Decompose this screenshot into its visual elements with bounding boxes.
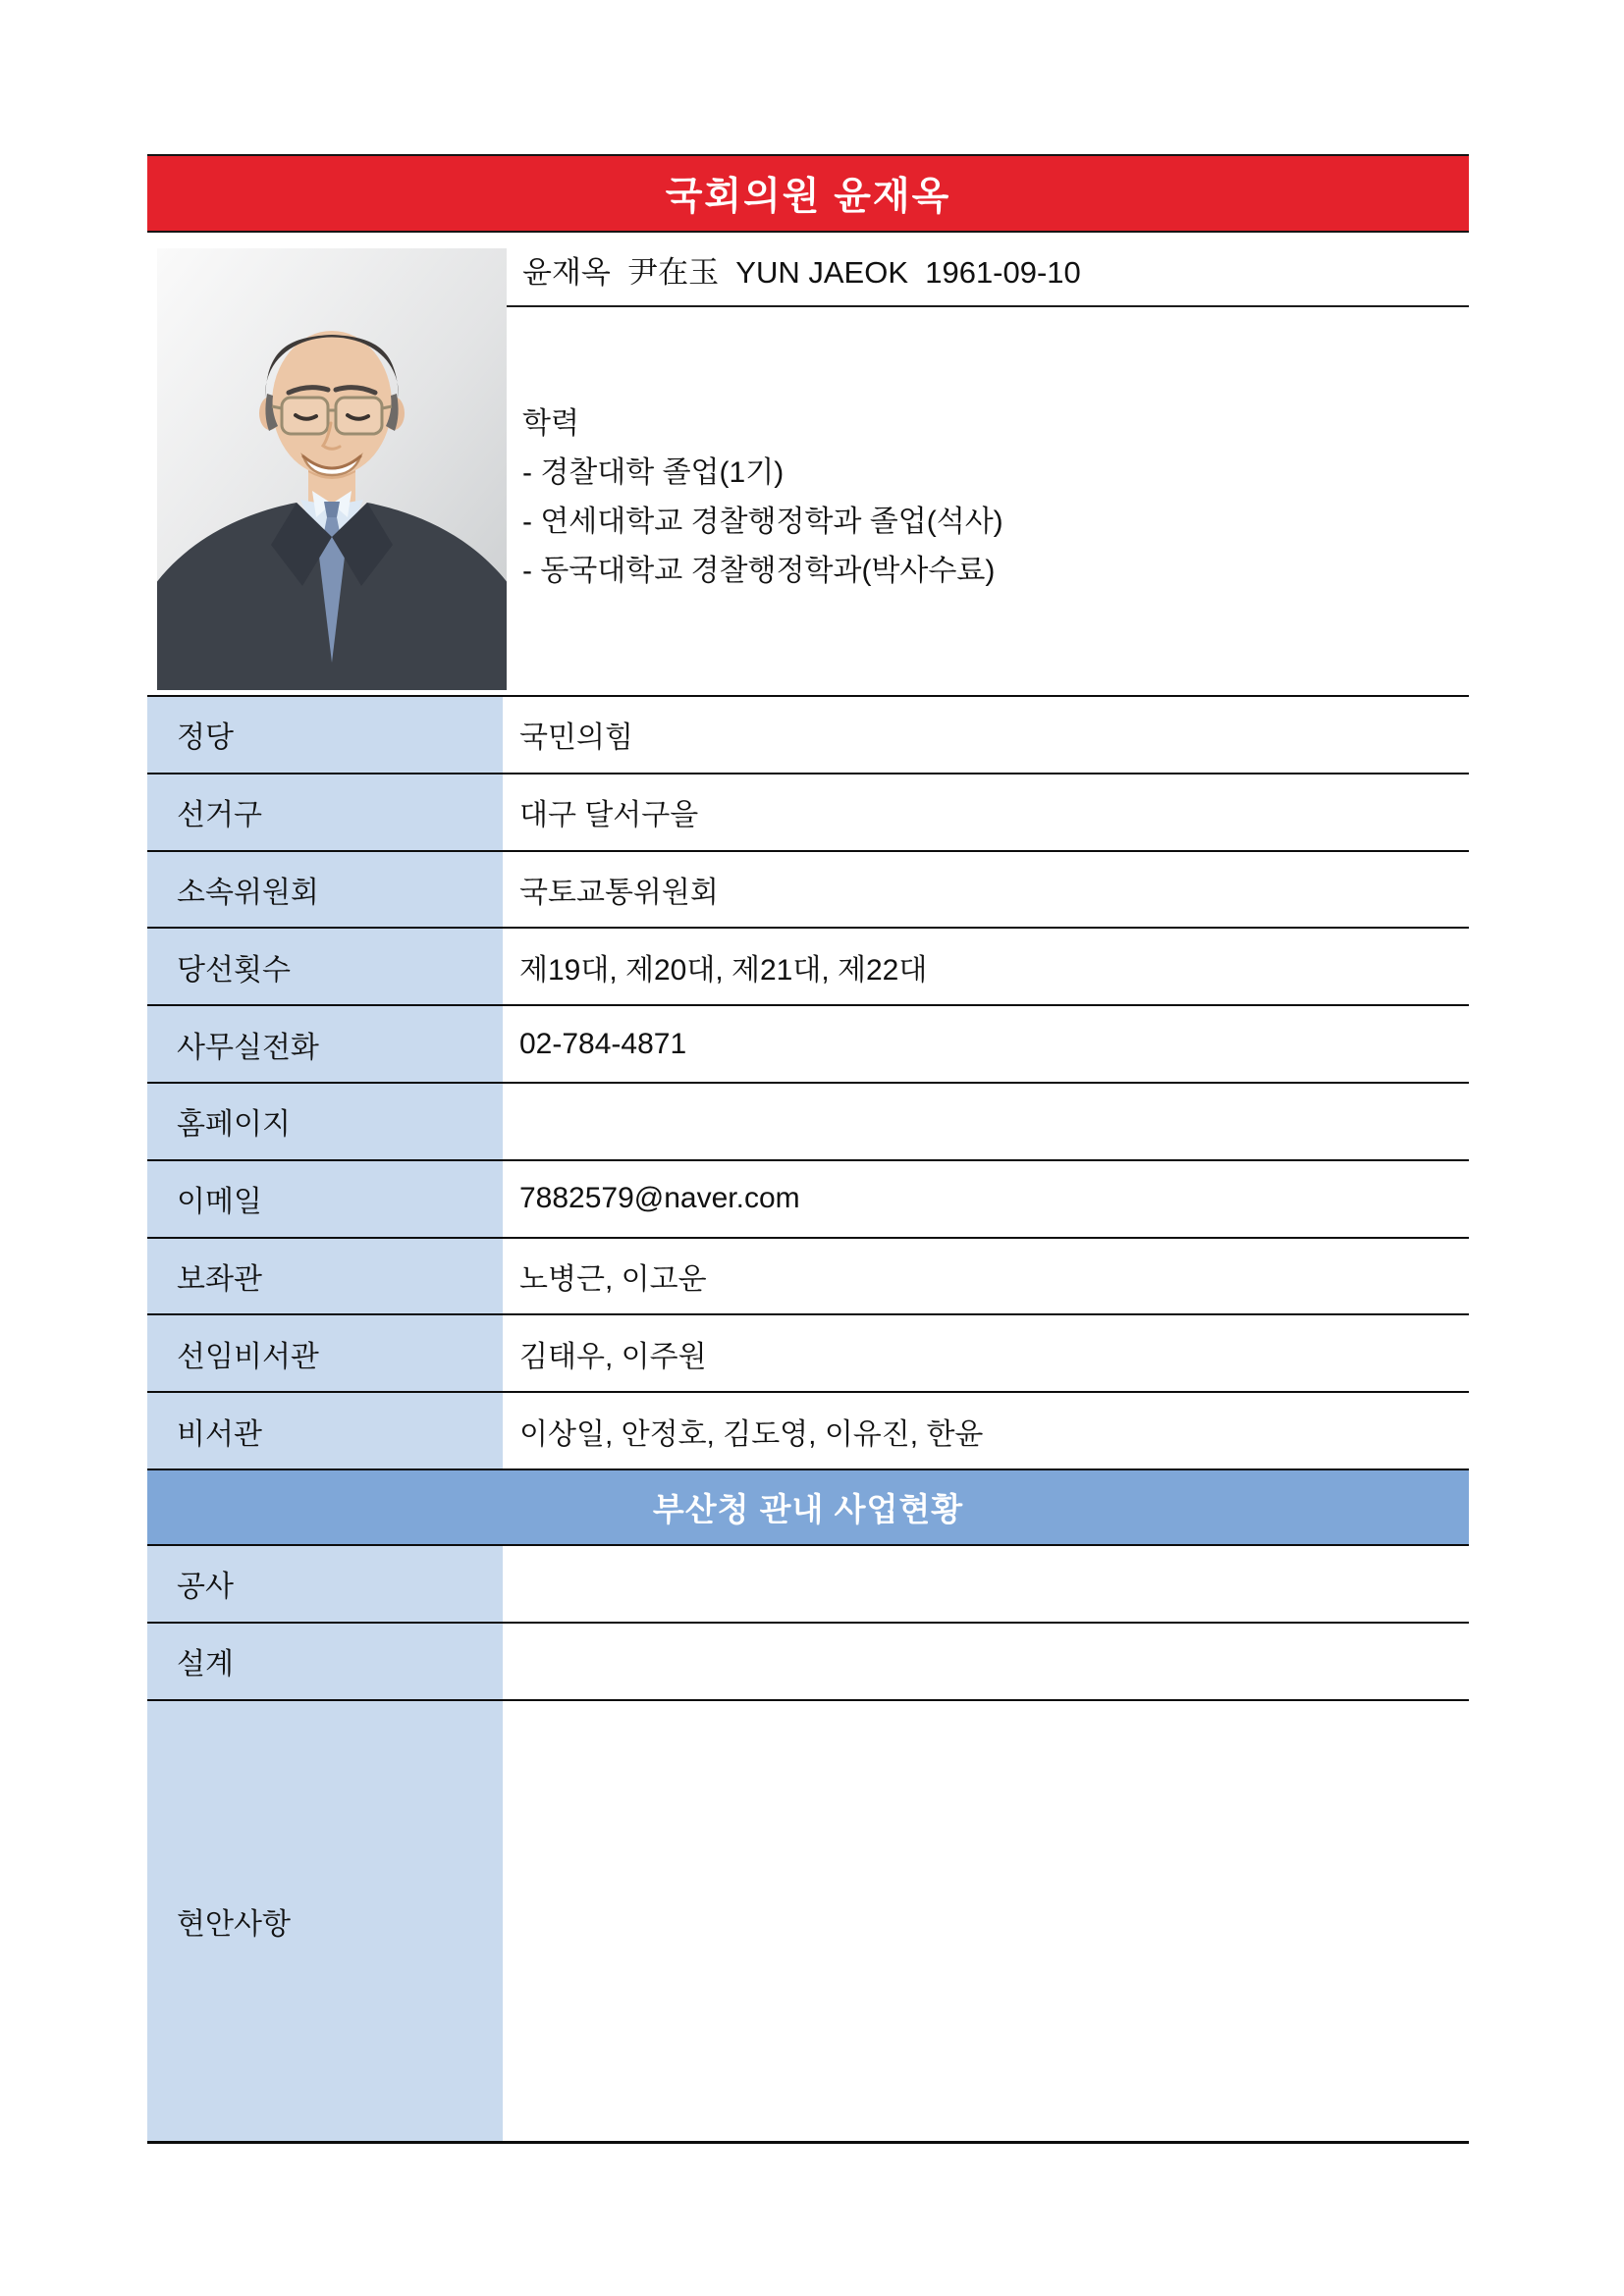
row-label: 사무실전화 — [147, 1006, 503, 1082]
row-value: 노병근, 이고운 — [519, 1262, 707, 1296]
row-email — [147, 1161, 1469, 1239]
document-title-bar — [147, 154, 1469, 233]
row-value: 02-784-4871 — [519, 1027, 687, 1060]
row-secretary — [147, 1393, 1469, 1470]
section-header-busan-projects — [147, 1470, 1469, 1546]
row-senior-secretary — [147, 1315, 1469, 1393]
row-label: 소속위원회 — [147, 852, 503, 928]
row-label: 설계 — [147, 1624, 503, 1699]
education-item: - 경찰대학 졸업(1기) — [522, 456, 785, 489]
section-header-text: 부산청 관내 사업현황 — [652, 1490, 964, 1527]
row-district — [147, 774, 1469, 852]
row-value: 국토교통위원회 — [519, 876, 719, 909]
row-label: 선임비서관 — [147, 1315, 503, 1391]
row-value: 이상일, 안정호, 김도영, 이유진, 한윤 — [519, 1417, 984, 1451]
row-homepage — [147, 1084, 1469, 1161]
education-item: - 동국대학교 경찰행정학과(박사수료) — [522, 555, 996, 587]
row-label: 공사 — [147, 1546, 503, 1622]
row-aide — [147, 1239, 1469, 1316]
row-pending-issues — [147, 1701, 1469, 2144]
row-value — [503, 1084, 1469, 1159]
row-label: 비서관 — [147, 1393, 503, 1468]
row-label: 정당 — [147, 697, 503, 773]
education-title: 학력 — [522, 407, 579, 440]
photo-cell — [147, 233, 503, 695]
document-title: 국회의원 윤재옥 — [665, 176, 951, 218]
business-table — [147, 1546, 1469, 2144]
member-photo — [157, 248, 507, 690]
row-value: 김태우, 이주원 — [519, 1340, 707, 1373]
row-value: 7882579@naver.com — [519, 1182, 800, 1215]
row-label: 홈페이지 — [147, 1084, 503, 1159]
row-label: 보좌관 — [147, 1239, 503, 1314]
row-value — [503, 1701, 1469, 2141]
name-block — [503, 233, 1469, 307]
row-construction — [147, 1546, 1469, 1624]
education-block — [503, 400, 1469, 596]
row-label: 당선횟수 — [147, 929, 503, 1004]
info-table — [147, 697, 1469, 1470]
education-item: - 연세대학교 경찰행정학과 졸업(석사) — [522, 506, 1003, 538]
row-label: 이메일 — [147, 1161, 503, 1237]
member-name-line: 윤재옥 尹在玉 YUN JAEOK 1961-09-10 — [522, 254, 1081, 290]
row-label: 현안사항 — [147, 1701, 503, 2141]
row-elected-terms — [147, 929, 1469, 1006]
profile-info — [503, 233, 1469, 695]
row-office-phone — [147, 1006, 1469, 1084]
row-party — [147, 697, 1469, 774]
row-value: 국민의힘 — [519, 721, 633, 755]
row-value: 대구 달서구을 — [519, 799, 699, 832]
portrait-avatar — [157, 248, 507, 690]
row-value: 제19대, 제20대, 제21대, 제22대 — [519, 953, 928, 987]
profile-section — [147, 233, 1469, 697]
row-design — [147, 1624, 1469, 1701]
row-value — [503, 1546, 1469, 1622]
row-label: 선거구 — [147, 774, 503, 850]
profile-document — [147, 154, 1469, 2144]
row-committee — [147, 852, 1469, 930]
row-value — [503, 1624, 1469, 1699]
